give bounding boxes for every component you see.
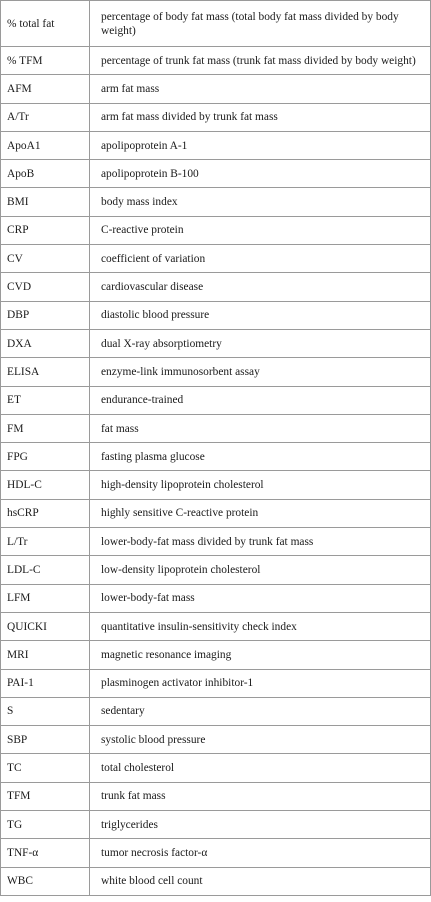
- table-row: [1, 75, 431, 103]
- abbreviation-cell: LFM: [1, 584, 90, 612]
- table-row: [1, 697, 431, 725]
- abbreviation-cell: TFM: [1, 782, 90, 810]
- table-row: [1, 782, 431, 810]
- definition-cell: tumor necrosis factor-α: [90, 839, 431, 867]
- table-row: [1, 867, 431, 895]
- definition-cell: triglycerides: [90, 811, 431, 839]
- table-row: [1, 301, 431, 329]
- definition-cell: lower-body-fat mass divided by trunk fat mass: [90, 528, 431, 556]
- table-row: [1, 556, 431, 584]
- abbreviation-cell: % TFM: [1, 47, 90, 75]
- definition-cell: arm fat mass divided by trunk fat mass: [90, 103, 431, 131]
- definition-cell: apolipoprotein B-100: [90, 160, 431, 188]
- table-row: [1, 839, 431, 867]
- abbreviation-cell: BMI: [1, 188, 90, 216]
- table-row: [1, 160, 431, 188]
- abbreviation-cell: CV: [1, 245, 90, 273]
- definition-cell: endurance-trained: [90, 386, 431, 414]
- definition-cell: coefficient of variation: [90, 245, 431, 273]
- abbreviation-cell: ApoB: [1, 160, 90, 188]
- table-row: [1, 811, 431, 839]
- table-row: [1, 216, 431, 244]
- abbreviation-cell: DXA: [1, 329, 90, 357]
- abbreviation-cell: S: [1, 697, 90, 725]
- definition-cell: low-density lipoprotein cholesterol: [90, 556, 431, 584]
- abbreviation-cell: PAI-1: [1, 669, 90, 697]
- table-row: [1, 329, 431, 357]
- definition-cell: C-reactive protein: [90, 216, 431, 244]
- abbreviation-cell: L/Tr: [1, 528, 90, 556]
- abbreviation-cell: QUICKI: [1, 612, 90, 640]
- abbreviation-cell: ELISA: [1, 358, 90, 386]
- definition-cell: fat mass: [90, 414, 431, 442]
- abbreviation-cell: LDL-C: [1, 556, 90, 584]
- definition-cell: magnetic resonance imaging: [90, 641, 431, 669]
- table-row: [1, 641, 431, 669]
- table-row: [1, 414, 431, 442]
- table-row: [1, 188, 431, 216]
- definition-cell: lower-body-fat mass: [90, 584, 431, 612]
- definition-cell: percentage of body fat mass (total body fat mass divided by body weight): [90, 1, 431, 47]
- definition-cell: white blood cell count: [90, 867, 431, 895]
- definition-cell: apolipoprotein A-1: [90, 131, 431, 159]
- table-row: [1, 443, 431, 471]
- abbreviation-cell: WBC: [1, 867, 90, 895]
- definition-cell: sedentary: [90, 697, 431, 725]
- table-row: [1, 245, 431, 273]
- abbreviation-cell: FPG: [1, 443, 90, 471]
- definition-cell: systolic blood pressure: [90, 726, 431, 754]
- table-row: [1, 612, 431, 640]
- definition-cell: highly sensitive C-reactive protein: [90, 499, 431, 527]
- table-row: [1, 273, 431, 301]
- definition-cell: percentage of trunk fat mass (trunk fat mass divided by body weight): [90, 47, 431, 75]
- definition-cell: dual X-ray absorptiometry: [90, 329, 431, 357]
- definition-cell: body mass index: [90, 188, 431, 216]
- table-row: [1, 386, 431, 414]
- table-row: [1, 358, 431, 386]
- table-row: [1, 103, 431, 131]
- table-row: [1, 47, 431, 75]
- abbreviations-table-body: [1, 1, 431, 896]
- abbreviation-cell: HDL-C: [1, 471, 90, 499]
- definition-cell: fasting plasma glucose: [90, 443, 431, 471]
- table-row: [1, 584, 431, 612]
- abbreviation-cell: TG: [1, 811, 90, 839]
- abbreviation-cell: DBP: [1, 301, 90, 329]
- abbreviation-cell: TC: [1, 754, 90, 782]
- table-row: [1, 669, 431, 697]
- table-row: [1, 726, 431, 754]
- definition-cell: trunk fat mass: [90, 782, 431, 810]
- abbreviation-cell: A/Tr: [1, 103, 90, 131]
- table-row: [1, 528, 431, 556]
- definition-cell: arm fat mass: [90, 75, 431, 103]
- table-row: [1, 131, 431, 159]
- definition-cell: high-density lipoprotein cholesterol: [90, 471, 431, 499]
- abbreviation-cell: SBP: [1, 726, 90, 754]
- abbreviation-cell: AFM: [1, 75, 90, 103]
- definition-cell: enzyme-link immunosorbent assay: [90, 358, 431, 386]
- abbreviation-cell: FM: [1, 414, 90, 442]
- abbreviation-cell: TNF-α: [1, 839, 90, 867]
- abbreviation-cell: hsCRP: [1, 499, 90, 527]
- definition-cell: quantitative insulin-sensitivity check index: [90, 612, 431, 640]
- abbreviation-cell: % total fat: [1, 1, 90, 47]
- table-row: [1, 1, 431, 47]
- definition-cell: total cholesterol: [90, 754, 431, 782]
- abbreviation-cell: MRI: [1, 641, 90, 669]
- definition-cell: cardiovascular disease: [90, 273, 431, 301]
- abbreviation-cell: ApoA1: [1, 131, 90, 159]
- table-row: [1, 754, 431, 782]
- table-row: [1, 499, 431, 527]
- table-row: [1, 471, 431, 499]
- abbreviation-cell: CRP: [1, 216, 90, 244]
- abbreviation-cell: ET: [1, 386, 90, 414]
- abbreviation-cell: CVD: [1, 273, 90, 301]
- definition-cell: plasminogen activator inhibitor-1: [90, 669, 431, 697]
- definition-cell: diastolic blood pressure: [90, 301, 431, 329]
